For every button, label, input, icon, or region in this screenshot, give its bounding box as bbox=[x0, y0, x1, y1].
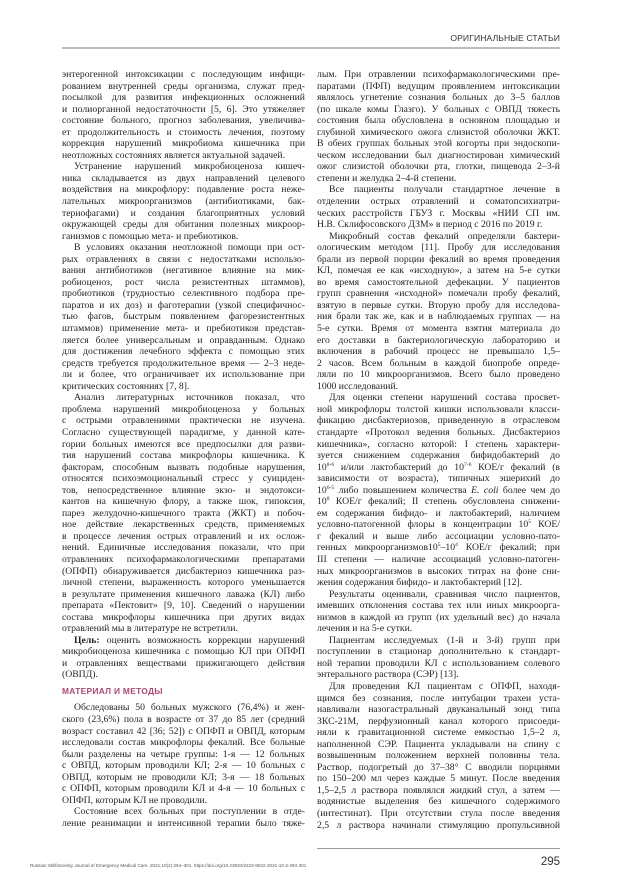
text-line: ной микрофлоры толстой кишки использовали класси- bbox=[317, 403, 560, 415]
text-segment: –10 bbox=[440, 542, 456, 554]
text-line: лым. При отравлении психофармакологическими пре- bbox=[317, 69, 560, 80]
text-line: Состояние всех больных при поступлении в отде- bbox=[74, 806, 305, 818]
text-line: робиоценоз, рост числа резистентных штаммов), bbox=[62, 276, 305, 288]
text-line: Для проведения КЛ пациентам с ОПФП, находя- bbox=[329, 680, 560, 692]
text-line: наполненной СЭР. Пациента укладывали на спину с bbox=[317, 738, 560, 750]
paragraph bbox=[62, 392, 305, 634]
text-line: с острыми отравлениями практически не изучена. bbox=[62, 415, 305, 427]
text-line: КЛ, помечая ее как «исходную», а затем на 5-е сутки bbox=[317, 265, 560, 277]
text-line: и отравлениях веществами прижигающего действия bbox=[62, 657, 305, 669]
text-line: стандарте «Протокол ведения больных. Дисбактериоз bbox=[317, 426, 560, 438]
text-line: лечения и на 5-е сутки. bbox=[317, 623, 413, 635]
text-line: Согласно существующей парадигме, у данной кате- bbox=[62, 426, 305, 438]
paragraph bbox=[317, 681, 560, 831]
text-line: рых отравлениях в связи с недостатками использо- bbox=[62, 253, 305, 265]
text-line: тью фагов, быстрым появлением фагорезистентных bbox=[62, 311, 305, 323]
text-line: отравлениях психофармакологическими препаратами bbox=[62, 553, 305, 565]
text-line: отделении острых отравлений и соматопсихиатри- bbox=[317, 196, 560, 208]
text-line: были разделены на четыре группы: 1-я — 12 больных bbox=[62, 748, 305, 760]
paragraph bbox=[62, 242, 305, 392]
text-line: кантов на кишечную флору, а также шок, гипоксия, bbox=[62, 496, 305, 508]
text-line: глубиной химического ожога слизистой оболочки ЖКТ. bbox=[317, 126, 560, 138]
text-line: В обеих группах больных этой когорты при эндоскопи- bbox=[317, 138, 560, 150]
text-line: ожог слизистой оболочки рта, глотки, пищевода 2–3-й bbox=[317, 161, 560, 173]
text-line bbox=[317, 496, 560, 508]
text-line: включения в рабочий процесс не превышало 1,5– bbox=[317, 346, 560, 358]
text-line: степени и желудка 2–4-й степени. bbox=[317, 172, 457, 184]
text-line: ника складывается из двух направлений целевого bbox=[62, 172, 305, 184]
superscript: 8-6 bbox=[326, 461, 335, 468]
text-line: в результате применения кишечного лаважа (КЛ) либо bbox=[62, 588, 305, 600]
text-line: посылкой для развития инфекционных осложнений bbox=[62, 92, 305, 104]
paragraph bbox=[62, 161, 305, 242]
text-line: ЗКС-21М, перфузионный канал которого присоеди- bbox=[317, 715, 560, 727]
superscript: 7-6 bbox=[463, 461, 472, 468]
text-line: возвышенным положением верхней половины тела. bbox=[317, 750, 560, 762]
text-line: для достижения лечебного эффекта с помощью этих bbox=[62, 346, 305, 358]
text-line: Все пациенты получали стандартное лечение в bbox=[329, 184, 560, 196]
text-line: ОВПД, которым не проводили КЛ; 3-я — 18 больных bbox=[62, 771, 305, 783]
text-line: отравлений мы в литературе не встретили. bbox=[62, 623, 238, 635]
text-line: состава микрофлоры кишечника при других видах bbox=[62, 611, 305, 623]
superscript: 5 bbox=[437, 542, 441, 549]
text-line: (по шкале комы Глазго). У больных с ОВПД тяжесть bbox=[317, 103, 560, 115]
text-line: щимся без сознания, после интубации трахеи уста- bbox=[317, 692, 560, 704]
text-segment: 10 bbox=[317, 484, 327, 496]
text-line: возраст составил 42 [36; 52]) с ОПФП и ОВПД, которым bbox=[62, 725, 305, 737]
text-line: и полиорганной недостаточности [5, 6]. Это утяжеляет bbox=[62, 103, 305, 115]
text-line: имевших отклонения состава тех или иных микроорга- bbox=[317, 600, 560, 612]
text-line: Раствор, подогретый до 37–38° С вводили порциями bbox=[317, 761, 560, 773]
left-column bbox=[62, 69, 305, 830]
paragraph bbox=[317, 392, 560, 588]
text-line: паратами (ПФП) ведущим проявлением интоксикации bbox=[317, 80, 560, 92]
text-segment: КОЕ/г фекалий; при bbox=[457, 542, 560, 554]
text-line: относятся психоэмоциональный стресс у суициден- bbox=[62, 473, 305, 485]
paragraph bbox=[317, 589, 560, 635]
text-line: окружающей среды для обитания полезных микроор- bbox=[62, 219, 305, 231]
text-line: 2 часов. Всем больным в каждой биопробе опреде- bbox=[317, 357, 560, 369]
text-line: ния брали так же, как и в наблюдаемых группах — на bbox=[317, 311, 560, 323]
paragraph bbox=[317, 635, 560, 681]
text-line: Микробный состав фекалий определяли бактери- bbox=[329, 230, 560, 242]
text-line: III степени — наличие ассоциаций условно-патоген- bbox=[317, 553, 560, 565]
text-line: ческих расстройств ГБУЗ г. Москвы «НИИ СП им. bbox=[317, 207, 560, 219]
text-line: навливали назогастральный двуканальный зонд типа bbox=[317, 704, 560, 716]
text-line: ологическим методом [11]. Пробу для исследования bbox=[317, 242, 560, 254]
text-line: лательных микроорганизмов (антибиотиками, бак- bbox=[62, 196, 305, 208]
text-line: ное действие лекарственных средств, применяемых bbox=[62, 519, 305, 531]
text-line: с ОПФП, которым проводили КЛ и 4-я — 10 больных с bbox=[62, 783, 305, 795]
text-segment: оценить возможность коррекции нарушений bbox=[99, 634, 305, 646]
paragraph bbox=[317, 69, 560, 184]
text-line: препарата «Пектовит» [9, 10]. Сведений о нарушении bbox=[62, 600, 305, 612]
text-line: с ОВПД, которым проводили КЛ; 2-я — 10 больных с bbox=[62, 760, 305, 772]
text-line: Н.В. Склифосовского ДЗМ» в период с 2016 по 2019 г. bbox=[317, 219, 543, 231]
text-line: ление реанимации и интенсивной терапии было тяже- bbox=[62, 817, 305, 829]
text-line: во время самостоятельной дефекации. У пациентов bbox=[317, 276, 560, 288]
paragraph bbox=[62, 635, 305, 681]
text-line: пробиотиков (трудностью селективного подбора пре- bbox=[62, 288, 305, 300]
text-line: ных микроорганизмов в высоких титрах на фоне сни- bbox=[317, 565, 560, 577]
superscript: 6-5 bbox=[326, 484, 335, 491]
text-line: штаммов) применение мета- и пребиотиков представ- bbox=[62, 323, 305, 335]
text-line: г фекалий и выше либо ассоциации условно-пато- bbox=[317, 530, 560, 542]
text-line: состояния была обусловлена в основном площадью и bbox=[317, 115, 560, 127]
text-line: фикацию дисбактериозов, приведенную в отраслевом bbox=[317, 415, 560, 427]
text-line: (интестинат). При отсутствии стула после введения bbox=[317, 808, 560, 819]
text-segment: КОЕ/г фекалий (в bbox=[471, 461, 560, 473]
text-line: Результаты оценивали, сравнивая число пациентов, bbox=[329, 588, 560, 600]
text-line: нений. Единичные исследования показали, что при bbox=[62, 542, 305, 554]
text-line: состояние больного, прогноз заболевания, увеличива- bbox=[62, 115, 305, 127]
text-line: ганизмов с помощью мета- и пребиотиков. bbox=[62, 230, 239, 242]
page-number: 295 bbox=[540, 856, 560, 868]
text-line: зависимости от возраста), типичных эшерихий до bbox=[317, 473, 560, 485]
text-line: ляется более универсальным и оправданным. Однако bbox=[62, 334, 305, 346]
text-line: средств требуется продолжительное время — 2–3 неде- bbox=[62, 357, 305, 369]
text-line: групп сравнения «исходной» помечали пробу фекалий, bbox=[317, 288, 560, 300]
text-line: поступлении в стационар дополнительно к стандарт- bbox=[317, 646, 560, 658]
paragraph bbox=[62, 806, 305, 829]
text-line: няли к гравитационной системе емкостью 1,5–2 л, bbox=[317, 727, 560, 739]
text-line: проблема нарушений микробиоценоза у больных bbox=[62, 403, 305, 415]
footer-rule bbox=[317, 848, 560, 849]
text-line: териофагами) и создания благоприятных условий bbox=[62, 207, 305, 219]
text-line: по 150–200 мл через каждые 5 минут. После введения bbox=[317, 773, 560, 785]
text-line: энтерогенной интоксикации с последующим инфици- bbox=[62, 69, 305, 80]
text-line: ляли по 10 микроорганизмов. Всего было проведено bbox=[317, 369, 560, 381]
text-line bbox=[62, 635, 305, 647]
text-line bbox=[317, 542, 560, 554]
text-line: низмов в каждой из групп (их удельный вес) до начала bbox=[317, 611, 560, 623]
paragraph bbox=[317, 231, 560, 393]
text-line: В условиях оказания неотложной помощи при ост- bbox=[74, 242, 305, 254]
text-line: тия нарушений состава микрофлоры кишечника. К bbox=[62, 450, 305, 462]
text-segment: 10 bbox=[317, 496, 327, 508]
text-line: гории больных имеются все предпосылки для разви- bbox=[62, 438, 305, 450]
text-line: тов, непосредственное влияние экзо- и эндотокси- bbox=[62, 484, 305, 496]
superscript: 5 bbox=[528, 519, 532, 526]
paragraph bbox=[62, 702, 305, 806]
text-line: кишечника», согласно которой: I степень характери- bbox=[317, 438, 560, 450]
text-line: брали из первой порции фекалий во время проведения bbox=[317, 253, 560, 265]
text-line: факторам, способным вызвать подобные нарушения, bbox=[62, 461, 305, 473]
text-line: рованием внутренней среды организма, служат пред- bbox=[62, 80, 305, 92]
text-line: энтерального раствора (СЭР) [13]. bbox=[317, 669, 459, 681]
text-segment: и/или лактобактерий до 10 bbox=[334, 461, 464, 473]
text-line: Для оценки степени нарушений состава просвет- bbox=[329, 392, 560, 404]
text-line: водянистые выделения без кишечного содержимого bbox=[317, 796, 560, 808]
text-segment: более чем до bbox=[498, 484, 561, 496]
text-segment: 10 bbox=[317, 461, 327, 473]
text-segment: КОЕ/г фекалий; II степень обусловлена снижени- bbox=[329, 496, 560, 508]
text-line: неотложных состояниях является актуальной задачей. bbox=[62, 149, 286, 161]
text-line: взятую в первые сутки. Вторую пробу для исследова- bbox=[317, 299, 560, 311]
text-line: исследовали состав микрофлоры фекалий. Все больные bbox=[62, 737, 305, 749]
superscript: 4 bbox=[455, 542, 458, 549]
text-line: ной терапии проводили КЛ с использованием солевого bbox=[317, 657, 560, 669]
section-header: ОРИГИНАЛЬНЫЕ СТАТЬИ bbox=[450, 33, 560, 43]
text-line: ет продолжительность и стоимость лечения, поэтому bbox=[62, 126, 305, 138]
text-line: вания антибиотиков (негативное влияние на мик- bbox=[62, 265, 305, 277]
text-line: 5-е сутки. Время от момента взятия материала до bbox=[317, 323, 560, 335]
text-segment: либо повышением количества bbox=[334, 484, 472, 496]
right-column bbox=[317, 69, 560, 831]
text-line: воздействия на микрофлору: подавление роста нежe- bbox=[62, 184, 305, 196]
text-line: его доставки в бактериологическую лабораторию и bbox=[317, 334, 560, 346]
text-line: 1,5–2,5 л раствора появлялся жидкий стул, а затем — bbox=[317, 784, 560, 796]
text-segment: КОЕ/ bbox=[531, 519, 560, 531]
text-line: в процессе лечения острых отравлений и их ослож- bbox=[62, 530, 305, 542]
superscript: 8 bbox=[326, 496, 330, 503]
text-line: (ОПФП) обнаруживается дисбактериоз кишечника раз- bbox=[62, 565, 305, 577]
text-line: паратов и их доз) и фаготерапии (узкой специфичнос- bbox=[62, 299, 305, 311]
text-line: коррекция нарушений микробиома кишечника при bbox=[62, 138, 305, 150]
paragraph bbox=[62, 69, 305, 161]
text-line: ческом исследовании был диагностирован химический bbox=[317, 149, 560, 161]
text-line: личной степени, выраженность которого уменьшается bbox=[62, 577, 305, 589]
header-rule bbox=[62, 47, 560, 49]
text-line: критических состояниях [7, 8]. bbox=[62, 380, 190, 392]
text-segment: E. coli bbox=[471, 484, 499, 496]
footer-citation: Russian Sklifosovsky Journal of Emergency Medical Care. 2021;10(2):294–301. https://doi.org/10.23934/2223-9022-2021-10-2-294-301 bbox=[30, 863, 307, 868]
text-line: являлось угнетение сознания больных до 3–5 баллов bbox=[317, 92, 560, 104]
section-heading: МАТЕРИАЛ И МЕТОДЫ bbox=[62, 685, 163, 696]
text-line bbox=[317, 519, 560, 531]
text-line: Обследованы 50 больных мужского (76,4%) и жен- bbox=[74, 702, 305, 714]
text-line: зуется снижением содержания бифидобактерий до bbox=[317, 450, 560, 462]
text-line: ОПФП, которым КЛ не проводили. bbox=[62, 794, 208, 806]
text-line: Анализ литературных источников показал, что bbox=[74, 392, 305, 404]
text-line: 1000 исследований. bbox=[317, 380, 399, 392]
text-line: ем содержания бифидо- и лактобактерий, наличием bbox=[317, 507, 560, 519]
text-line: ли и более, что ограничивает их использование при bbox=[62, 369, 305, 381]
text-line: 2,5 л раствора начинали стимуляцию пропульсивной bbox=[317, 819, 560, 831]
text-line: парез желудочно-кишечного тракта (ЖКТ) и побоч- bbox=[62, 507, 305, 519]
paragraph bbox=[317, 184, 560, 230]
text-line: ского (23,6%) пола в возрасте от 37 до 85 лет (средний bbox=[62, 714, 305, 726]
text-segment: условно-патогенной флоры в концентрации 10 bbox=[317, 519, 529, 531]
text-line: жения содержания бифидо- и лактобактерий [12]. bbox=[317, 577, 523, 589]
text-line bbox=[317, 485, 560, 497]
text-line: микробиоценоза кишечника с помощью КЛ при ОПФП bbox=[62, 646, 305, 658]
text-segment: Цель: bbox=[74, 634, 100, 646]
text-segment: генных микроорганизмов10 bbox=[317, 542, 438, 554]
text-line: Пациентам исследуемых (1-й и 3-й) групп при bbox=[329, 634, 560, 646]
text-line: Устранение нарушений микробиоценоза кишеч- bbox=[74, 161, 305, 173]
text-line: (ОВПД). bbox=[62, 669, 98, 681]
text-line bbox=[317, 462, 560, 474]
